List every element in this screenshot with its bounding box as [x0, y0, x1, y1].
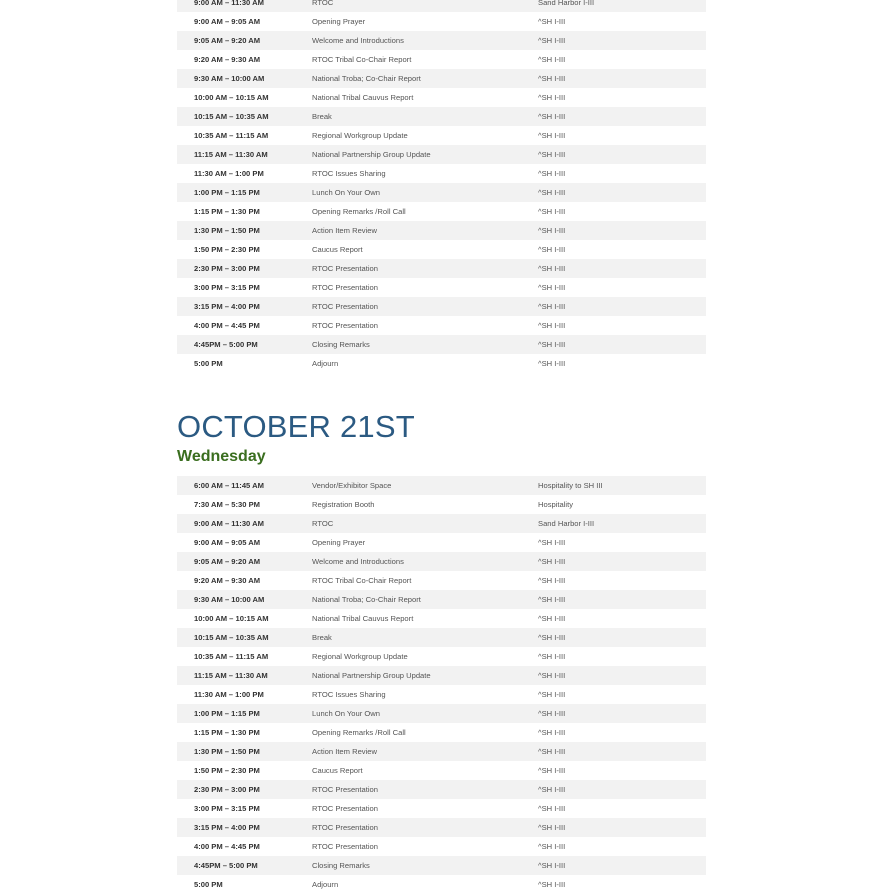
schedule-time: 11:30 AM – 1:00 PM	[194, 690, 264, 699]
schedule-row	[177, 126, 706, 145]
schedule-time: 5:00 PM	[194, 359, 223, 368]
schedule-location: ^SH I-III	[538, 538, 566, 547]
schedule-location: Hospitality to SH III	[538, 481, 603, 490]
schedule-row	[177, 685, 706, 704]
schedule-row	[177, 354, 706, 373]
schedule-time: 2:30 PM – 3:00 PM	[194, 264, 260, 273]
schedule-location: ^SH I-III	[538, 709, 566, 718]
schedule-row	[177, 335, 706, 354]
schedule-event: RTOC Presentation	[312, 823, 378, 832]
schedule-location: ^SH I-III	[538, 112, 566, 121]
schedule-event: Opening Remarks /Roll Call	[312, 207, 406, 216]
schedule-location: ^SH I-III	[538, 150, 566, 159]
schedule-location: ^SH I-III	[538, 36, 566, 45]
schedule-time: 9:00 AM – 9:05 AM	[194, 17, 261, 26]
schedule-event: RTOC Issues Sharing	[312, 690, 386, 699]
schedule-location: ^SH I-III	[538, 595, 566, 604]
schedule-time: 1:00 PM – 1:15 PM	[194, 709, 260, 718]
schedule-location: ^SH I-III	[538, 633, 566, 642]
schedule-time: 11:15 AM – 11:30 AM	[194, 150, 268, 159]
schedule-location: ^SH I-III	[538, 614, 566, 623]
schedule-row	[177, 31, 706, 50]
schedule-event: Regional Workgroup Update	[312, 131, 408, 140]
schedule-row	[177, 202, 706, 221]
schedule-event: Action Item Review	[312, 226, 377, 235]
schedule-event: Caucus Report	[312, 245, 363, 254]
schedule-location: ^SH I-III	[538, 131, 566, 140]
schedule-time: 1:15 PM – 1:30 PM	[194, 207, 260, 216]
schedule-location: Hospitality	[538, 500, 574, 509]
schedule-row	[177, 297, 706, 316]
schedule-row	[177, 723, 706, 742]
schedule-location: ^SH I-III	[538, 55, 566, 64]
schedule-row	[177, 12, 706, 31]
schedule-row	[177, 107, 706, 126]
schedule-location: ^SH I-III	[538, 557, 566, 566]
schedule-event: RTOC Presentation	[312, 842, 378, 851]
schedule-time: 1:30 PM – 1:50 PM	[194, 747, 260, 756]
schedule-time: 7:30 AM – 5:30 PM	[194, 500, 260, 509]
schedule-row	[177, 221, 706, 240]
schedule-time: 4:00 PM – 4:45 PM	[194, 321, 260, 330]
schedule-time: 10:35 AM – 11:15 AM	[194, 131, 269, 140]
schedule-event: Closing Remarks	[312, 861, 370, 870]
schedule-location: ^SH I-III	[538, 842, 566, 851]
schedule-time: 3:00 PM – 3:15 PM	[194, 283, 260, 292]
schedule-event: RTOC Presentation	[312, 302, 378, 311]
schedule-location: ^SH I-III	[538, 17, 566, 26]
schedule-time: 9:00 AM – 9:05 AM	[194, 538, 261, 547]
schedule-row	[177, 476, 706, 495]
schedule-event: Opening Prayer	[312, 17, 366, 26]
schedule-location: ^SH I-III	[538, 245, 566, 254]
schedule-time: 4:45PM – 5:00 PM	[194, 861, 258, 870]
day-weekday: Wednesday	[177, 448, 266, 465]
schedule-time: 10:00 AM – 10:15 AM	[194, 614, 269, 623]
schedule-row	[177, 88, 706, 107]
schedule-row	[177, 145, 706, 164]
schedule-location: ^SH I-III	[538, 652, 566, 661]
schedule-location: ^SH I-III	[538, 880, 566, 889]
schedule-time: 1:00 PM – 1:15 PM	[194, 188, 260, 197]
schedule-row	[177, 609, 706, 628]
schedule-event: RTOC Issues Sharing	[312, 169, 386, 178]
schedule-event: National Troba; Co-Chair Report	[312, 595, 421, 604]
schedule-event: Lunch On Your Own	[312, 188, 380, 197]
schedule-time: 2:30 PM – 3:00 PM	[194, 785, 260, 794]
schedule-row	[177, 533, 706, 552]
schedule-event: Caucus Report	[312, 766, 363, 775]
schedule-time: 10:35 AM – 11:15 AM	[194, 652, 269, 661]
schedule-row	[177, 164, 706, 183]
schedule-event: Welcome and Introductions	[312, 557, 404, 566]
schedule-time: 3:15 PM – 4:00 PM	[194, 302, 260, 311]
schedule-row	[177, 183, 706, 202]
schedule-table-1	[177, 0, 706, 373]
schedule-location: ^SH I-III	[538, 302, 566, 311]
schedule-event: Adjourn	[312, 359, 339, 368]
schedule-row	[177, 780, 706, 799]
schedule-event: RTOC Presentation	[312, 264, 378, 273]
schedule-location: Sand Harbor I-III	[538, 0, 595, 7]
schedule-time: 5:00 PM	[194, 880, 223, 889]
schedule-row	[177, 278, 706, 297]
schedule-row	[177, 571, 706, 590]
schedule-location: ^SH I-III	[538, 340, 566, 349]
schedule-row	[177, 552, 706, 571]
schedule-time: 1:15 PM – 1:30 PM	[194, 728, 260, 737]
schedule-row	[177, 495, 706, 514]
schedule-time: 9:00 AM – 11:30 AM	[194, 519, 264, 528]
schedule-event: Opening Remarks /Roll Call	[312, 728, 406, 737]
schedule-event: National Partnership Group Update	[312, 671, 431, 680]
schedule-time: 11:30 AM – 1:00 PM	[194, 169, 264, 178]
schedule-row	[177, 666, 706, 685]
schedule-location: ^SH I-III	[538, 93, 566, 102]
schedule-time: 9:20 AM – 9:30 AM	[194, 55, 261, 64]
schedule-location: ^SH I-III	[538, 671, 566, 680]
schedule-time: 1:50 PM – 2:30 PM	[194, 766, 260, 775]
schedule-location: ^SH I-III	[538, 747, 566, 756]
schedule-event: Break	[312, 112, 332, 121]
schedule-time: 9:30 AM – 10:00 AM	[194, 74, 265, 83]
schedule-location: ^SH I-III	[538, 74, 566, 83]
schedule-location: ^SH I-III	[538, 728, 566, 737]
schedule-location: ^SH I-III	[538, 264, 566, 273]
schedule-time: 9:05 AM – 9:20 AM	[194, 557, 261, 566]
schedule-event: RTOC Presentation	[312, 785, 378, 794]
schedule-row	[177, 316, 706, 335]
schedule-location: Sand Harbor I-III	[538, 519, 595, 528]
schedule-event: Opening Prayer	[312, 538, 366, 547]
schedule-event: Welcome and Introductions	[312, 36, 404, 45]
schedule-time: 4:00 PM – 4:45 PM	[194, 842, 260, 851]
schedule-time: 11:15 AM – 11:30 AM	[194, 671, 268, 680]
schedule-event: RTOC Tribal Co-Chair Report	[312, 55, 412, 64]
schedule-row	[177, 259, 706, 278]
schedule-location: ^SH I-III	[538, 359, 566, 368]
schedule-row	[177, 761, 706, 780]
schedule-location: ^SH I-III	[538, 766, 566, 775]
schedule-row	[177, 0, 706, 12]
schedule-event: National Partnership Group Update	[312, 150, 431, 159]
schedule-event: Registration Booth	[312, 500, 375, 509]
schedule-time: 10:00 AM – 10:15 AM	[194, 93, 269, 102]
schedule-row	[177, 628, 706, 647]
schedule-event: RTOC	[312, 519, 334, 528]
schedule-event: RTOC Presentation	[312, 321, 378, 330]
schedule-event: RTOC Tribal Co-Chair Report	[312, 576, 412, 585]
schedule-row	[177, 856, 706, 875]
schedule-location: ^SH I-III	[538, 207, 566, 216]
schedule-row	[177, 240, 706, 259]
schedule-location: ^SH I-III	[538, 188, 566, 197]
schedule-row	[177, 837, 706, 856]
schedule-time: 1:30 PM – 1:50 PM	[194, 226, 260, 235]
schedule-location: ^SH I-III	[538, 226, 566, 235]
schedule-time: 10:15 AM – 10:35 AM	[194, 633, 269, 642]
schedule-row	[177, 742, 706, 761]
schedule-location: ^SH I-III	[538, 690, 566, 699]
schedule-location: ^SH I-III	[538, 576, 566, 585]
schedule-row	[177, 50, 706, 69]
schedule-time: 4:45PM – 5:00 PM	[194, 340, 258, 349]
schedule-row	[177, 647, 706, 666]
schedule-time: 10:15 AM – 10:35 AM	[194, 112, 269, 121]
schedule-table-2	[177, 476, 706, 894]
schedule-time: 9:00 AM – 11:30 AM	[194, 0, 264, 7]
schedule-event: National Troba; Co-Chair Report	[312, 74, 421, 83]
schedule-time: 9:05 AM – 9:20 AM	[194, 36, 261, 45]
schedule-event: Vendor/Exhibitor Space	[312, 481, 392, 490]
schedule-event: RTOC Presentation	[312, 804, 378, 813]
schedule-row	[177, 875, 706, 894]
schedule-event: Action Item Review	[312, 747, 377, 756]
day-title: OCTOBER 21ST	[177, 409, 415, 444]
schedule-event: Closing Remarks	[312, 340, 370, 349]
schedule-row	[177, 799, 706, 818]
schedule-location: ^SH I-III	[538, 823, 566, 832]
schedule-event: Break	[312, 633, 332, 642]
schedule-time: 1:50 PM – 2:30 PM	[194, 245, 260, 254]
schedule-event: RTOC Presentation	[312, 283, 378, 292]
schedule-location: ^SH I-III	[538, 169, 566, 178]
schedule-row	[177, 514, 706, 533]
schedule-row	[177, 704, 706, 723]
schedule-time: 9:20 AM – 9:30 AM	[194, 576, 261, 585]
schedule-time: 3:00 PM – 3:15 PM	[194, 804, 260, 813]
schedule-location: ^SH I-III	[538, 861, 566, 870]
schedule-location: ^SH I-III	[538, 283, 566, 292]
schedule-event: Adjourn	[312, 880, 339, 889]
schedule-time: 6:00 AM – 11:45 AM	[194, 481, 264, 490]
schedule-time: 3:15 PM – 4:00 PM	[194, 823, 260, 832]
schedule-location: ^SH I-III	[538, 321, 566, 330]
schedule-location: ^SH I-III	[538, 785, 566, 794]
schedule-row	[177, 818, 706, 837]
schedule-event: Lunch On Your Own	[312, 709, 380, 718]
schedule-event: RTOC	[312, 0, 334, 7]
schedule-event: National Tribal Cauvus Report	[312, 614, 414, 623]
schedule-location: ^SH I-III	[538, 804, 566, 813]
schedule-row	[177, 69, 706, 88]
schedule-row	[177, 590, 706, 609]
schedule-event: National Tribal Cauvus Report	[312, 93, 414, 102]
schedule-time: 9:30 AM – 10:00 AM	[194, 595, 265, 604]
schedule-event: Regional Workgroup Update	[312, 652, 408, 661]
